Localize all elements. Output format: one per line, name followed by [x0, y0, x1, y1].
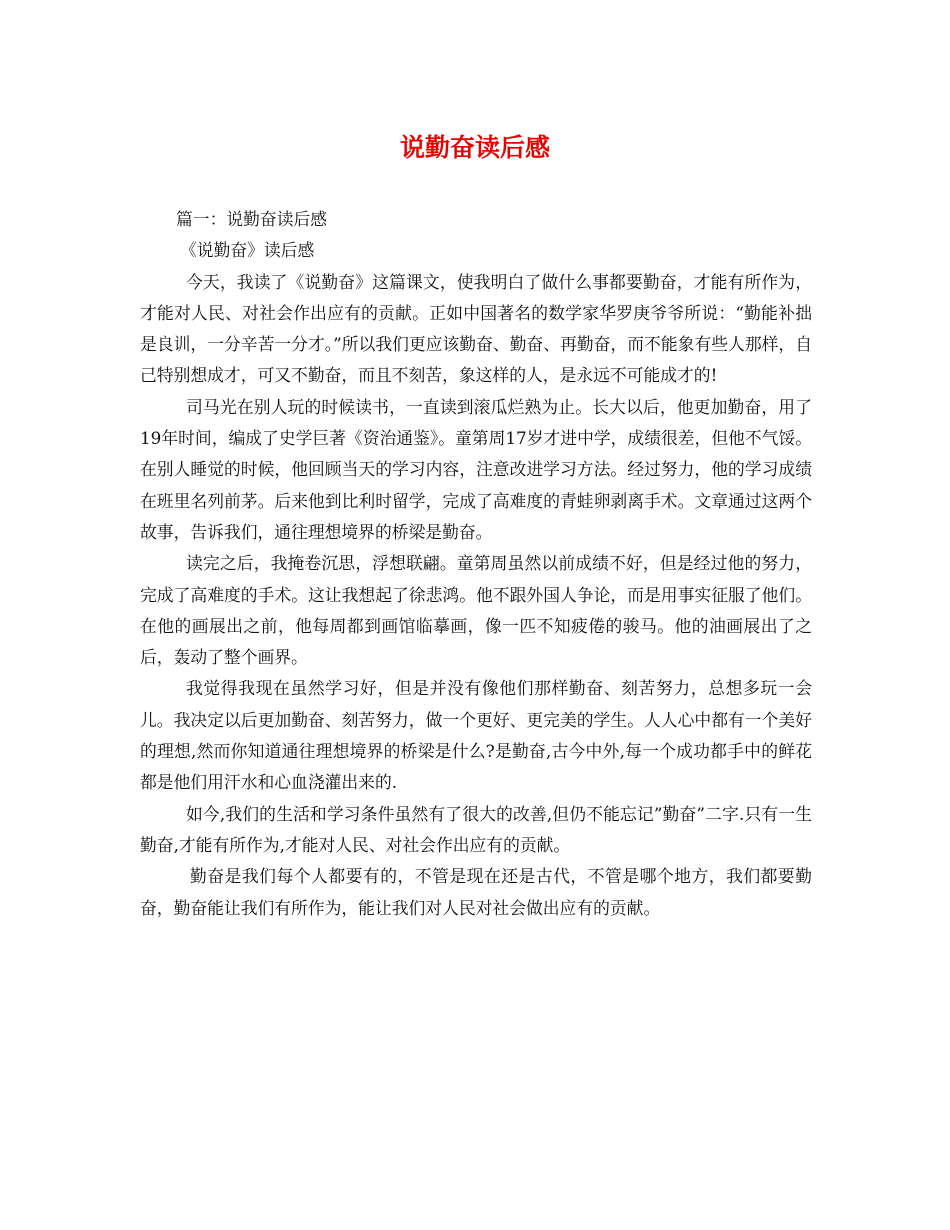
paragraph: 司马光在别人玩的时候读书，一直读到滚瓜烂熟为止。长大以后，他更加勤奋，用了19年时间，编成了史学巨著《资治通鉴》。童第周17岁才进中学，成绩很差，但他不气馁。在别人睡觉的时候，他回顾当天的学习内容，注意改进学习方法。经过努力，他的学习成绩在班里名列前茅。后来他到比利时留学，完成了高难度的青蛙卵剥离手术。文章通过这两个故事，告诉我们，通往理想境界的桥梁是勤奋。	[140, 396, 813, 542]
paragraph: 如今,我们的生活和学习条件虽然有了很大的改善,但仍不能忘记”勤奋”二字.只有一生勤奋,才能有所作为,才能对人民、对社会作出应有的贡献。	[140, 803, 812, 855]
section-label: 篇一：说勤奋读后感	[176, 209, 328, 229]
sub-title: 《说勤奋》读后感	[180, 240, 315, 261]
paragraph: 今天，我读了《说勤奋》这篇课文，使我明白了做什么事都要勤奋，才能有所作为，才能对人民、对社会作出应有的贡献。正如中国著名的数学家华罗庚爷爷所说：“勤能补拙是良训，一分辛苦一分才。”所以我们更应该勤奋、勤奋、再勤奋，而不能象有些人那样，自己特别想成才，可又不勤奋，而且不刻苦，象这样的人，是永远不可能成才的!	[140, 271, 812, 386]
document-body	[140, 204, 812, 924]
paragraph: 我觉得我现在虽然学习好，但是并没有像他们那样勤奋、刻苦努力，总想多玩一会儿。我决定以后更加勤奋、刻苦努力，做一个更好、更完美的学生。人人心中都有一个美好的理想,然而你知道通往理想境界的桥梁是什么?是勤奋,古今中外,每一个成功都手中的鲜花都是他们用汗水和心血浇灌出来的.	[140, 678, 812, 793]
paragraph: 读完之后，我掩卷沉思，浮想联翩。童第周虽然以前成绩不好，但是经过他的努力，完成了高难度的手术。这让我想起了徐悲鸿。他不跟外国人争论，而是用事实征服了他们。在他的画展出之前，他每周都到画馆临摹画，像一匹不知疲倦的骏马。他的油画展出了之后，轰动了整个画界。	[140, 553, 812, 668]
page-title: 说勤奋读后感	[399, 133, 550, 162]
paragraph: 勤奋是我们每个人都要有的，不管是现在还是古代，不管是哪个地方，我们都要勤奋，勤奋能让我们有所作为，能让我们对人民对社会做出应有的贡献。	[140, 866, 812, 918]
